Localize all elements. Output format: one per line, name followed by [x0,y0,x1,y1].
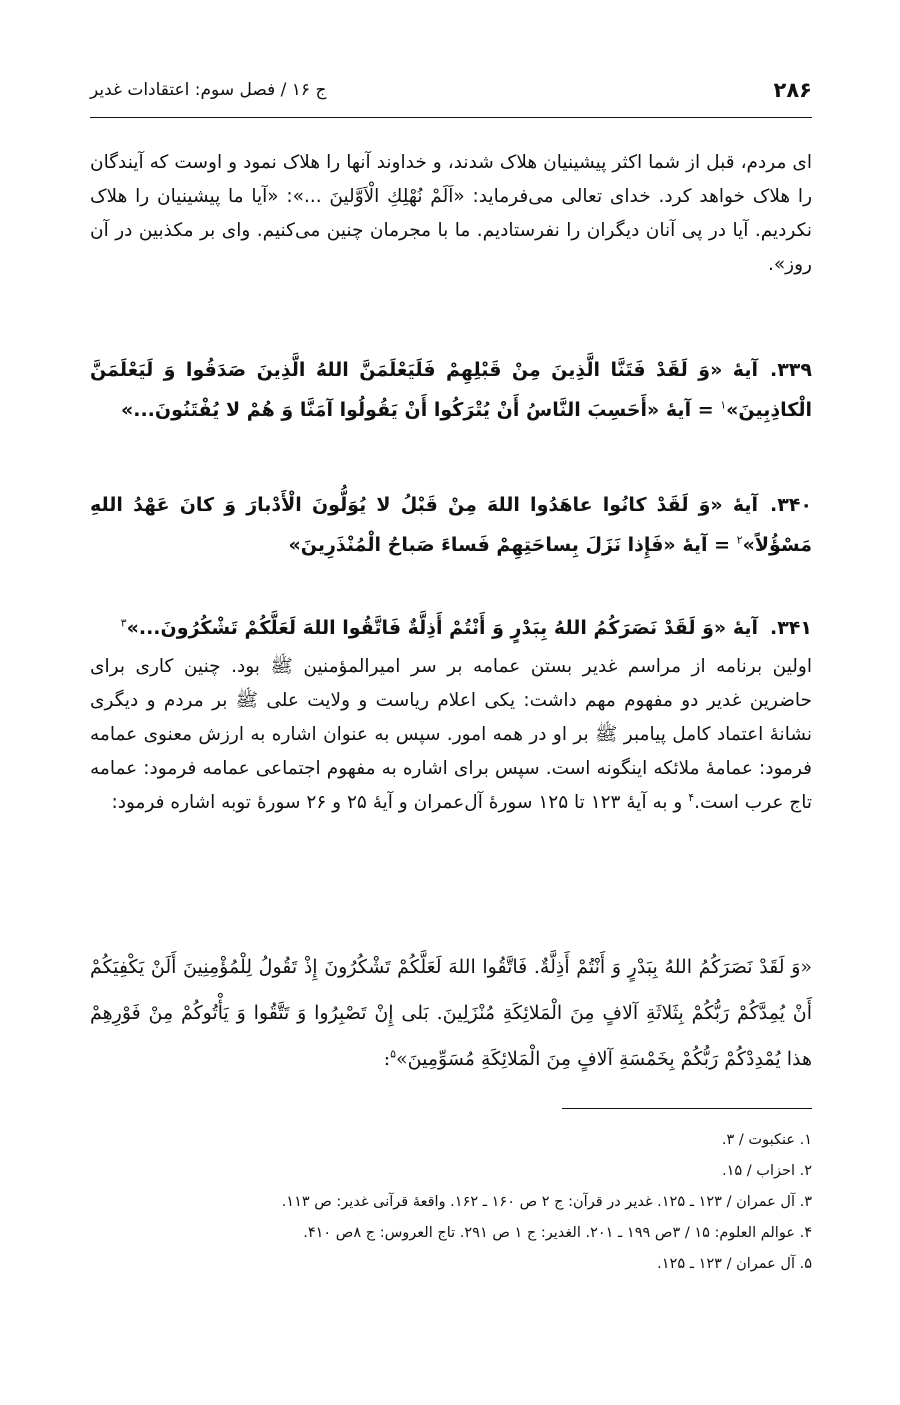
verse-text: آیهٔ «وَ لَقَدْ نَصَرَكُمُ اللهُ بِبَدْرٍ وَ أَنْتُمْ أَذِلَّةٌ فَاتَّقُوا اللهَ لَعَلَّكُمْ تَشْكُرُونَ...» [126,617,758,639]
footnote-item: ۳. آل عمران / ۱۲۳ ـ ۱۲۵. غدیر در قرآن: ج ۲ ص ۱۶۰ ـ ۱۶۲. واقعهٔ قرآنی غدیر: ص ۱۱۳. [281,1194,812,1210]
verse-text: آیهٔ «وَ لَقَدْ فَتَنَّا الَّذِینَ مِنْ قَبْلِهِمْ فَلَیَعْلَمَنَّ اللهُ الَّذِینَ صَدَقُوا وَ لَیَعْلَمَنَّ الْكاذِبِینَ» [90,359,812,421]
footnote-ref-3[interactable]: ۳ [120,616,127,630]
body-paragraph-2 [90,650,812,820]
footnote-item: ۱. عنکبوت / ۳. [721,1132,812,1148]
verse-text-after: = آیهٔ «فَإِذا نَزَلَ بِساحَتِهِمْ فَساءَ صَباحُ الْمُنْذَرِینَ» [288,534,737,556]
page-number: ۲۸۶ [773,78,812,102]
footnotes-list [90,1125,812,1280]
body-paragraph-1: ای مردم، قبل از شما اکثر پیشینیان هلاک شدند، و خداوند آنها را هلاک نمود و اوست که آیندگان را هلاک خواهد کرد. خدای تعالی می‌فرماید: «اَلَمْ نُهْلِكِ الْاَوَّلینَ ...»: «آیا ما پیشینیان را هلاک نکردیم. آیا در پی آنان دیگران را نفرستادیم. ما با مجرمان چنین می‌کنیم. وای بر مکذبین در آن روز». [90,152,812,275]
page-header [90,78,812,114]
header-divider [90,117,812,118]
footnote-item: ۴. عوالم العلوم: ۱۵ / ۳ص ۱۹۹ ـ ۲۰۱. الغدیر: ج ۱ ص ۲۹۱. تاج العروس: ج ۸ص ۴۱۰. [303,1225,812,1241]
footnote-item: ۲. احزاب / ۱۵. [722,1163,812,1179]
verse-text: آیهٔ «وَ لَقَدْ كانُوا عاهَدُوا اللهَ مِنْ قَبْلُ لا یُوَلُّونَ الْأَدْبارَ وَ كانَ عَهْدُ اللهِ مَسْؤُلاً» [90,494,812,556]
footnote-ref-2[interactable]: ۲ [736,533,743,547]
footnote-ref-5[interactable]: ۵ [390,1047,397,1061]
quotation-text: «وَ لَقَدْ نَصَرَكُمُ اللهُ بِبَدْرٍ وَ أَنْتُمْ أَذِلَّةٌ. فَاتَّقُوا اللهَ لَعَلَّكُمْ تَشْكُرُونَ إِذْ تَقُولُ لِلْمُؤْمِنِینَ أَلَنْ یَكْفِیَكُمْ أَنْ یُمِدَّكُمْ رَبُّكُمْ بِثَلاثَةِ آلافٍ مِنَ الْمَلائِكَةِ مُنْزَلِینَ. بَلی إِنْ تَصْبِرُوا وَ تَتَّقُوا وَ یَأْتُوكُمْ مِنْ فَوْرِهِمْ هذا یُمْدِدْكُمْ رَبُّكُمْ بِخَمْسَةِ آلافٍ مِنَ الْمَلائِكَةِ مُسَوِّمِینَ» [90,956,812,1070]
book-page [90,0,812,1405]
footnote-divider [562,1108,812,1109]
item-number: ۳۴۰. [769,494,812,516]
footnote-ref-4[interactable]: ۴ [688,790,695,804]
quotation-end: : [383,1048,391,1070]
paragraph-text: اولین برنامه از مراسم غدیر بستن عمامه بر سر امیرالمؤمنین ﷺ بود. چنین کاری برای حاضرین غدیر دو مفهوم مهم داشت: یکی اعلام ریاست و ولایت علی ﷺ بر مردم و دیگری نشانهٔ اعتماد کامل پیامبر ﷺ بر او در همه امور. سپس به عنوان اشاره به ارزش معنوی عمامه فرمود: عمامهٔ ملائکه اینگونه است. سپس برای اشاره به مفهوم اجتماعی عمامه فرمود: عمامه تاج عرب است. [90,656,812,813]
item-number: ۳۳۹. [769,359,812,381]
item-number: ۳۴۱. [769,617,812,639]
verse-item-341 [90,608,812,648]
paragraph-text-continued: و به آیهٔ ۱۲۳ تا ۱۲۵ سورهٔ آل‌عمران و آیهٔ ۲۵ و ۲۶ سورهٔ توبه اشاره فرمود: [111,792,689,813]
quran-quotation [90,944,812,1082]
verse-item-340 [90,485,812,565]
footnote-item: ۵. آل عمران / ۱۲۳ ـ ۱۲۵. [657,1256,812,1272]
running-title: ج ۱۶ / فصل سوم: اعتقادات غدیر [90,80,327,100]
verse-item-339 [90,350,812,430]
verse-text-after: = آیهٔ «أَحَسِبَ النَّاسُ أَنْ یُتْرَكُوا أَنْ یَقُولُوا آمَنَّا وَ هُمْ لا یُفْتَنُونَ...» [120,399,721,421]
footnote-ref-1[interactable]: ۱ [720,398,727,412]
